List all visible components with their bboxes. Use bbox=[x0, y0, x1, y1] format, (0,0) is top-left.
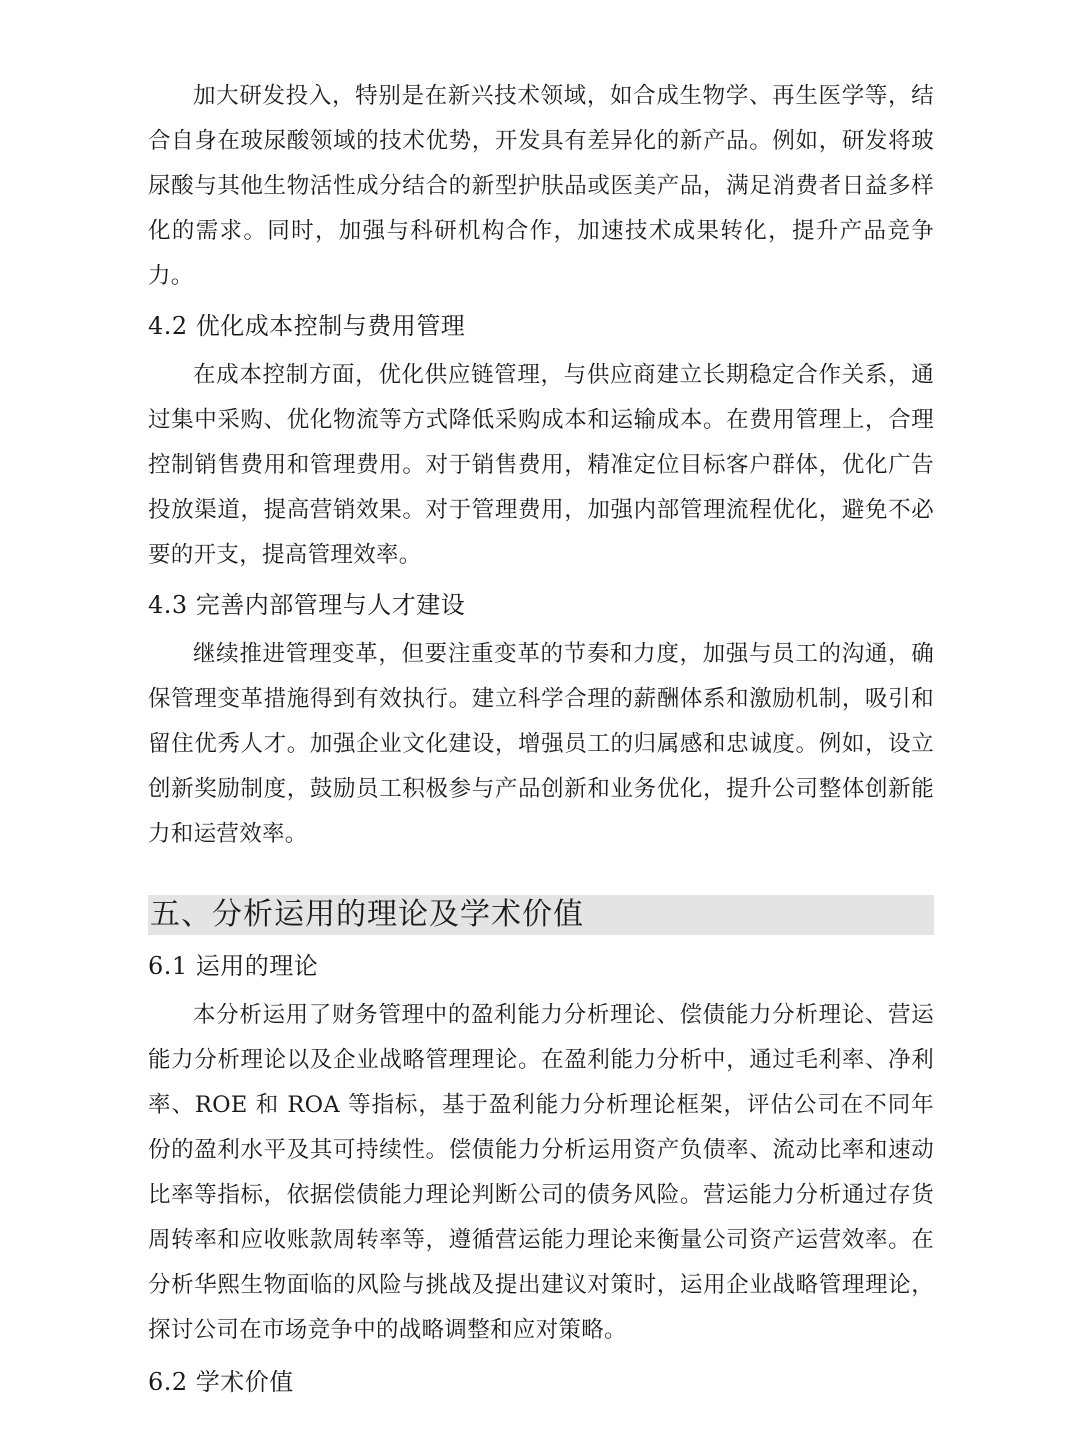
heading-6-1: 6.1 运用的理论 bbox=[148, 952, 319, 980]
paragraph-rnd-investment: 加大研发投入，特别是在新兴技术领域，如合成生物学、再生医学等，结合自身在玻尿酸领域的技术优势，开发具有差异化的新产品。例如，研发将玻尿酸与其他生物活性成分结合的新型护肤品或医美产品，满足消费者日益多样化的需求。同时，加强与科研机构合作，加速技术成果转化，提升产品竞争力。 bbox=[148, 83, 934, 289]
heading-4-2: 4.2 优化成本控制与费用管理 bbox=[148, 312, 466, 340]
paragraph-cost-control: 在成本控制方面，优化供应链管理，与供应商建立长期稳定合作关系，通过集中采购、优化物流等方式降低采购成本和运输成本。在费用管理上，合理控制销售费用和管理费用。对于销售费用，精准定位目标客户群体，优化广告投放渠道，提高营销效果。对于管理费用，加强内部管理流程优化，避免不必要的开支，提高管理效率。 bbox=[148, 362, 934, 568]
heading-4-3: 4.3 完善内部管理与人才建设 bbox=[148, 591, 466, 619]
paragraph-applied-theory: 本分析运用了财务管理中的盈利能力分析理论、偿债能力分析理论、营运能力分析理论以及企业战略管理理论。在盈利能力分析中，通过毛利率、净利率、ROE 和 ROA 等指标，基于盈利能力分析理论框架，评估公司在不同年份的盈利水平及其可持续性。偿债能力分析运用资产负债率、流动比率和速动比率等指标，依据偿债能力理论判断公司的债务风险。营运能力分析通过存货周转率和应收账款周转率等，遵循营运能力理论来衡量公司资产运营效率。在分析华熙生物面临的风险与挑战及提出建议对策时，运用企业战略管理理论，探讨公司在市场竞争中的战略调整和应对策略。 bbox=[148, 1002, 934, 1343]
heading-6-2: 6.2 学术价值 bbox=[148, 1368, 294, 1396]
document-page bbox=[148, 74, 934, 1405]
paragraph-internal-management: 继续推进管理变革，但要注重变革的节奏和力度，加强与员工的沟通，确保管理变革措施得到有效执行。建立科学合理的薪酬体系和激励机制，吸引和留住优秀人才。加强企业文化建设，增强员工的归属感和忠诚度。例如，设立创新奖励制度，鼓励员工积极参与产品创新和业务优化，提升公司整体创新能力和运营效率。 bbox=[148, 641, 934, 847]
section-heading-5: 五、分析运用的理论及学术价值 bbox=[148, 895, 934, 935]
